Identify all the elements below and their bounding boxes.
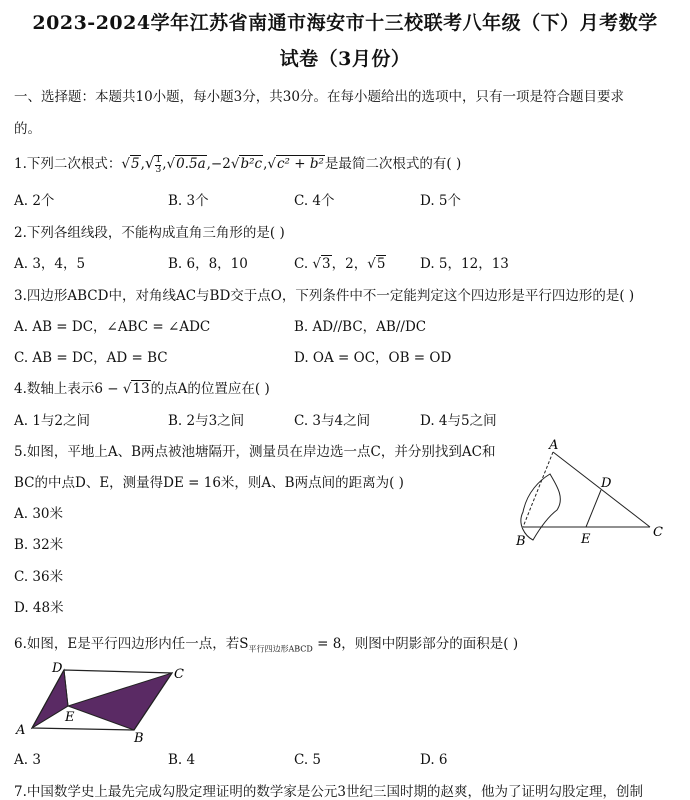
q2-option-c-r1: 3 [322, 256, 331, 272]
q6-figure-parallelogram [12, 658, 192, 746]
q1-option-a[interactable]: A. 2个 [14, 193, 55, 209]
q6-option-c[interactable]: C. 5 [294, 752, 322, 768]
q1-option-b[interactable]: B. 3个 [168, 193, 209, 209]
q6-shaded-triangle-ebc [68, 673, 172, 730]
section-instructions-line-2: 的。 [14, 121, 41, 137]
q6-label-c: C [174, 667, 184, 682]
q2-option-c[interactable]: C. √3，2，√5 [294, 256, 386, 272]
q6-stem [14, 632, 518, 655]
q1-frac-den: 3 [155, 164, 162, 175]
q1-stem: 1.下列二次根式：√5,√ $\frac{1}{3}$ ,√0.5a,−2√b²c,√c² + b²是最简二次根式的有( ) [14, 154, 462, 175]
q5-segment-de [586, 490, 601, 527]
q5-label-a: A [549, 438, 559, 453]
q3-option-d[interactable]: D. OA = OC，OB = OD [294, 350, 452, 366]
q3-stem: 3.四边形ABCD中，对角线AC与BD交于点O，下列条件中不一定能判定这个四边形是平行四边形的是( ) [14, 288, 635, 304]
q4-option-c[interactable]: C. 3与4之间 [294, 413, 371, 429]
q5-option-b[interactable]: B. 32米 [14, 537, 64, 553]
q3-option-a[interactable]: A. AB = DC，∠ABC = ∠ADC [14, 319, 211, 335]
q3-option-c[interactable]: C. AB = DC，AD = BC [14, 350, 168, 366]
q5-stem-line-2: BC的中点D、E，测量得DE = 16米，则A、B两点间的距离为( ) [14, 475, 404, 491]
q4-stem: 4.数轴上表示6 − √13的点A的位置应在( ) [14, 381, 270, 397]
q1-coef: −2 [210, 156, 231, 172]
q1-radical-5: c² + b² [276, 156, 324, 172]
q5-label-c: C [653, 525, 663, 540]
q1-frac-num: 1 [155, 154, 162, 165]
q2-option-a[interactable]: A. 3，4，5 [14, 256, 86, 272]
q5-figure-pond-triangle [505, 432, 675, 550]
q5-option-c[interactable]: C. 36米 [14, 569, 64, 585]
q2-option-c-label: C. [294, 256, 309, 272]
q2-stem: 2.下列各组线段，不能构成直角三角形的是( ) [14, 225, 285, 241]
q1-radical-3: 0.5a [176, 156, 206, 172]
q5-pond-outline [521, 474, 560, 540]
q7-stem-line-1: 7.中国数学史上最先完成勾股定理证明的数学家是公元3世纪三国时期的赵爽，他为了证明勾股定理，创制 [14, 784, 643, 800]
q5-label-d: D [601, 476, 612, 491]
q4-radicand: 13 [132, 381, 150, 397]
q1-radical-1: 5 [131, 156, 140, 172]
q1-prefix: 1.下列二次根式： [14, 156, 122, 172]
q6-subscript: 平行四边形ABCD [248, 644, 313, 654]
q1-option-d[interactable]: D. 5个 [420, 193, 462, 209]
q1-option-c[interactable]: C. 4个 [294, 193, 335, 209]
q1-radical-4: b²c [240, 156, 263, 172]
q4-option-a[interactable]: A. 1与2之间 [14, 413, 91, 429]
q6-suffix: = 8，则图中阴影部分的面积是( ) [312, 636, 519, 652]
q4-prefix: 4.数轴上表示6 − [14, 381, 119, 397]
q1-sep-1: , [140, 156, 145, 172]
q6-label-d: D [52, 661, 63, 676]
q6-prefix: 6.如图，E是平行四边形内任一点，若S [14, 636, 249, 652]
q6-option-b[interactable]: B. 4 [168, 752, 196, 768]
q5-label-b: B [516, 534, 526, 549]
q4-option-b[interactable]: B. 2与3之间 [168, 413, 245, 429]
q6-label-b: B [134, 731, 144, 746]
q5-option-d[interactable]: D. 48米 [14, 600, 64, 616]
q1-sep-3: , [206, 156, 211, 172]
q6-label-a: A [16, 723, 26, 738]
q1-sep-2: , [162, 156, 167, 172]
q3-option-b[interactable]: B. AD//BC，AB//DC [294, 319, 427, 335]
q2-option-d[interactable]: D. 5，12，13 [420, 256, 509, 272]
q5-option-a[interactable]: A. 30米 [14, 506, 64, 522]
q5-segment-ab [523, 452, 553, 527]
q5-label-e: E [581, 532, 591, 547]
q5-stem-line-1: 5.如图，平地上A、B两点被池塘隔开，测量员在岸边选一点C，并分别找到AC和 [14, 444, 496, 460]
q1-suffix: 是最简二次根式的有( ) [324, 156, 462, 172]
title-line-2: 试卷（3月份） [279, 48, 411, 70]
q2-option-c-r2: 5 [376, 256, 386, 272]
q2-option-c-mid: ，2， [331, 256, 368, 272]
q1-sep-4: , [263, 156, 268, 172]
q4-suffix: 的点A的位置应在( ) [150, 381, 270, 397]
q6-option-d[interactable]: D. 6 [420, 752, 448, 768]
title-line-1: 2023-2024学年江苏省南通市海安市十三校联考八年级（下）月考数学 [32, 12, 658, 34]
q4-option-d[interactable]: D. 4与5之间 [420, 413, 497, 429]
q2-option-b[interactable]: B. 6，8，10 [168, 256, 248, 272]
section-instructions-line-1: 一、选择题：本题共10小题，每小题3分，共30分。在每小题给出的选项中，只有一项是符合题目要求 [14, 89, 624, 105]
q6-option-a[interactable]: A. 3 [14, 752, 41, 768]
q6-label-e: E [65, 710, 75, 725]
